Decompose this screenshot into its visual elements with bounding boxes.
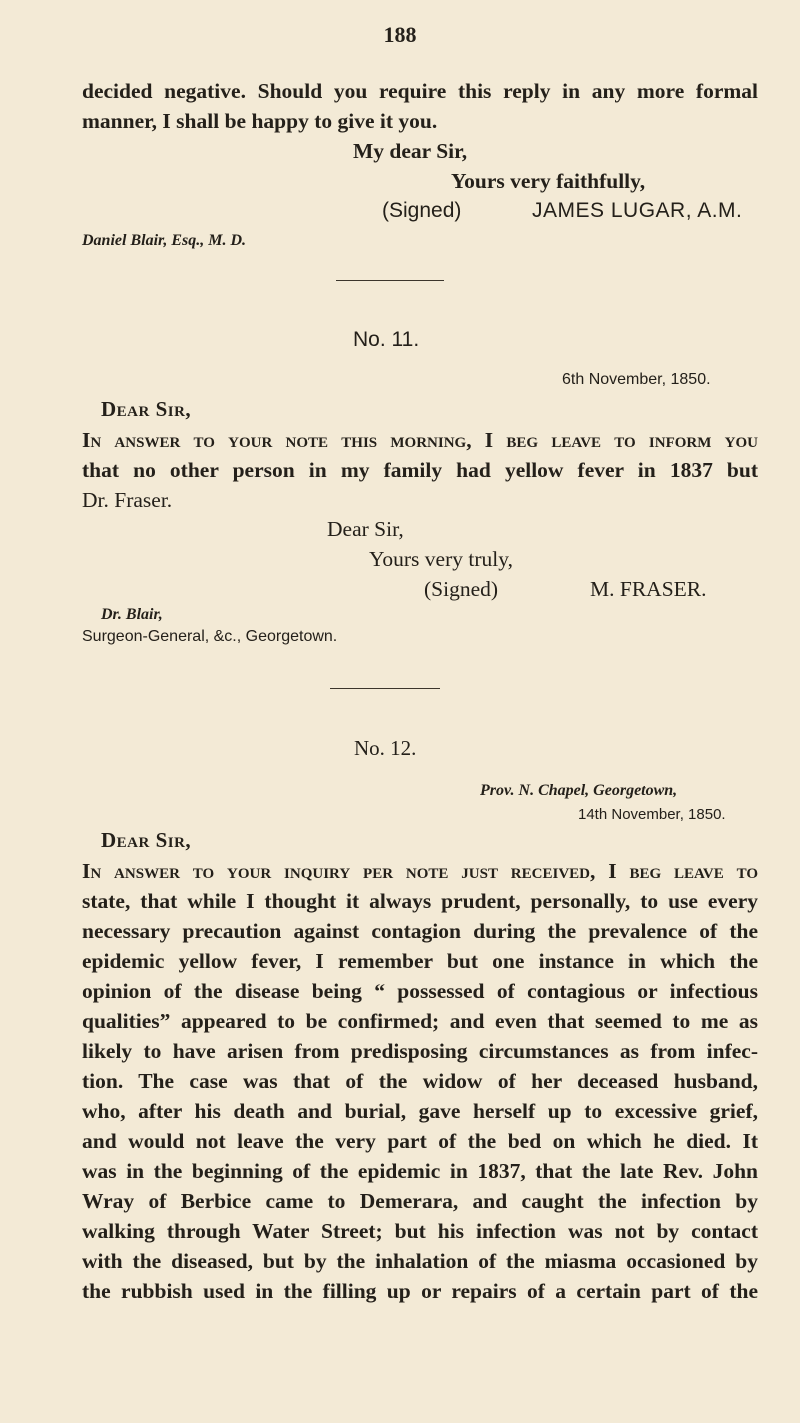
letter-place: Prov. N. Chapel, Georgetown, (480, 782, 678, 799)
letter-10-body (82, 76, 758, 136)
text-line: walking through Water Street; but his infection was not by contact (82, 1219, 758, 1243)
closing-phrase: Yours very faithfully, (451, 169, 646, 193)
letter-heading: No. 11. (353, 328, 420, 351)
text-line: decided negative. Should you require this reply in any more formal (82, 79, 758, 103)
text-line: who, after his death and burial, gave herself up to excessive grief, (82, 1099, 758, 1123)
salutation: Dear Sir, (101, 828, 192, 852)
text-line: the rubbish used in the filling up or repairs of a certain part of the (82, 1279, 758, 1303)
salutation: Dear Sir, (101, 397, 192, 421)
text-line: necessary precaution against contagion during the prevalence of the (82, 919, 758, 943)
letter-date: 6th November, 1850. (562, 371, 711, 388)
text-line: opinion of the disease being “ possessed of contagious or infectious (82, 979, 758, 1003)
letter-date: 14th November, 1850. (578, 806, 726, 823)
addressee-title: Surgeon-General, &c., Georgetown. (82, 628, 338, 645)
text-line: was in the beginning of the epidemic in 1837, that the late Rev. John (82, 1159, 758, 1183)
text-line: tion. The case was that of the widow of her deceased husband, (82, 1069, 758, 1093)
text-line: epidemic yellow fever, I remember but one instance in which the (82, 949, 758, 973)
text-line: manner, I shall be happy to give it you. (82, 109, 438, 133)
divider (336, 280, 444, 281)
signature: JAMES LUGAR, A.M. (532, 199, 743, 222)
text-line: likely to have arisen from predisposing circumstances as from infec- (82, 1039, 758, 1063)
signed-label: (Signed) (424, 577, 499, 601)
text-line: In answer to your note this morning, I beg leave to inform you (82, 428, 758, 452)
text-line: qualities” appeared to be confirmed; and even that seemed to me as (82, 1009, 758, 1033)
text-line: and would not leave the very part of the bed on which he died. It (82, 1129, 758, 1153)
addressee-name: Dr. Blair, (101, 606, 163, 623)
letter-11-body (82, 425, 758, 515)
letter-heading: No. 12. (354, 736, 417, 760)
page-number: 188 (383, 22, 417, 47)
signed-label: (Signed) (382, 199, 462, 222)
text-line: with the diseased, but by the inhalation of the miasma occasioned by (82, 1249, 758, 1273)
closing-salutation: My dear Sir, (353, 139, 468, 163)
text-line: that no other person in my family had yellow fever in 1837 but (82, 458, 758, 482)
closing-phrase: Yours very truly, (369, 547, 513, 571)
letter-12-body (82, 856, 758, 1306)
text-line: state, that while I thought it always prudent, personally, to use every (82, 889, 758, 913)
closing-salutation: Dear Sir, (327, 517, 404, 541)
text-line: In answer to your inquiry per note just received, I beg leave to (82, 859, 758, 883)
addressee: Daniel Blair, Esq., M. D. (82, 232, 247, 249)
divider (330, 688, 440, 689)
text-line: Dr. Fraser. (82, 488, 173, 512)
signature: M. FRASER. (590, 577, 707, 601)
text-line: Wray of Berbice came to Demerara, and caught the infection by (82, 1189, 758, 1213)
